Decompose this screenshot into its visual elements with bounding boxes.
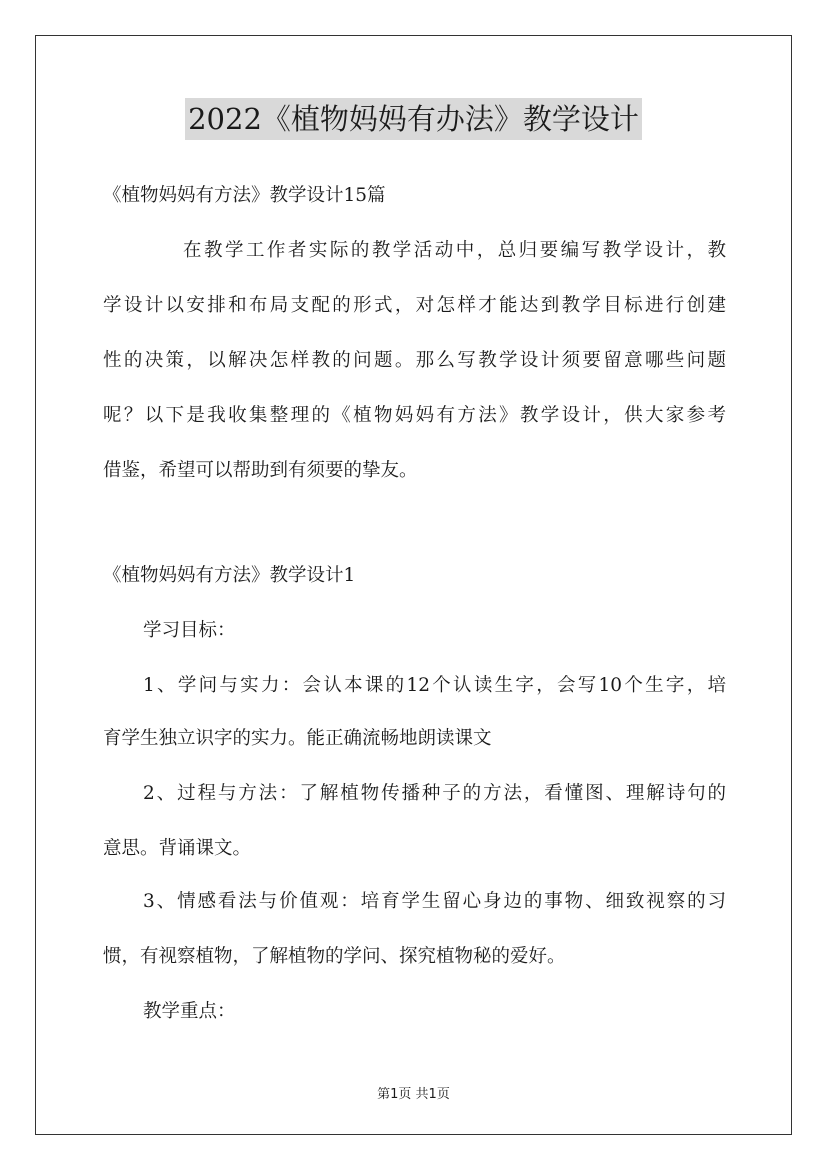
title-container [0,98,827,140]
objective-1-line: 1、学问与实力：会认本课的12个认读生字，会写10个生字，培 [143,675,726,696]
objective-3-line: 惯，有视察植物，了解植物的学问、探究植物秘的爱好。 [103,946,566,967]
intro-line: 呢？以下是我收集整理的《植物妈妈有方法》教学设计，供大家参考 [103,405,726,426]
objective-3-line: 3、情感看法与价值观：培育学生留心身边的事物、细致视察的习 [143,891,726,912]
document-title: 2022《植物妈妈有办法》教学设计 [185,98,642,140]
objective-2-line: 意思。背诵课文。 [103,838,252,859]
objectives-label: 学习目标： [143,620,236,641]
intro-line: 借鉴，希望可以帮助到有须要的挚友。 [103,460,418,481]
intro-line: 学设计以安排和布局支配的形式，对怎样才能达到教学目标进行创建 [103,295,726,316]
key-points-label: 教学重点： [143,1001,236,1022]
objective-2-line: 2、过程与方法：了解植物传播种子的方法，看懂图、理解诗句的 [143,783,726,804]
document-subtitle: 《植物妈妈有方法》教学设计15篇 [103,185,386,206]
page-footer: 第1页 共1页 [377,1087,450,1102]
intro-line: 性的决策，以解决怎样教的问题。那么写教学设计须要留意哪些问题 [103,350,726,371]
objective-1-line: 育学生独立识字的实力。能正确流畅地朗读课文 [103,728,492,749]
section-heading: 《植物妈妈有方法》教学设计1 [103,565,356,586]
intro-line: 在教学工作者实际的教学活动中，总归要编写教学设计，教 [183,240,726,261]
